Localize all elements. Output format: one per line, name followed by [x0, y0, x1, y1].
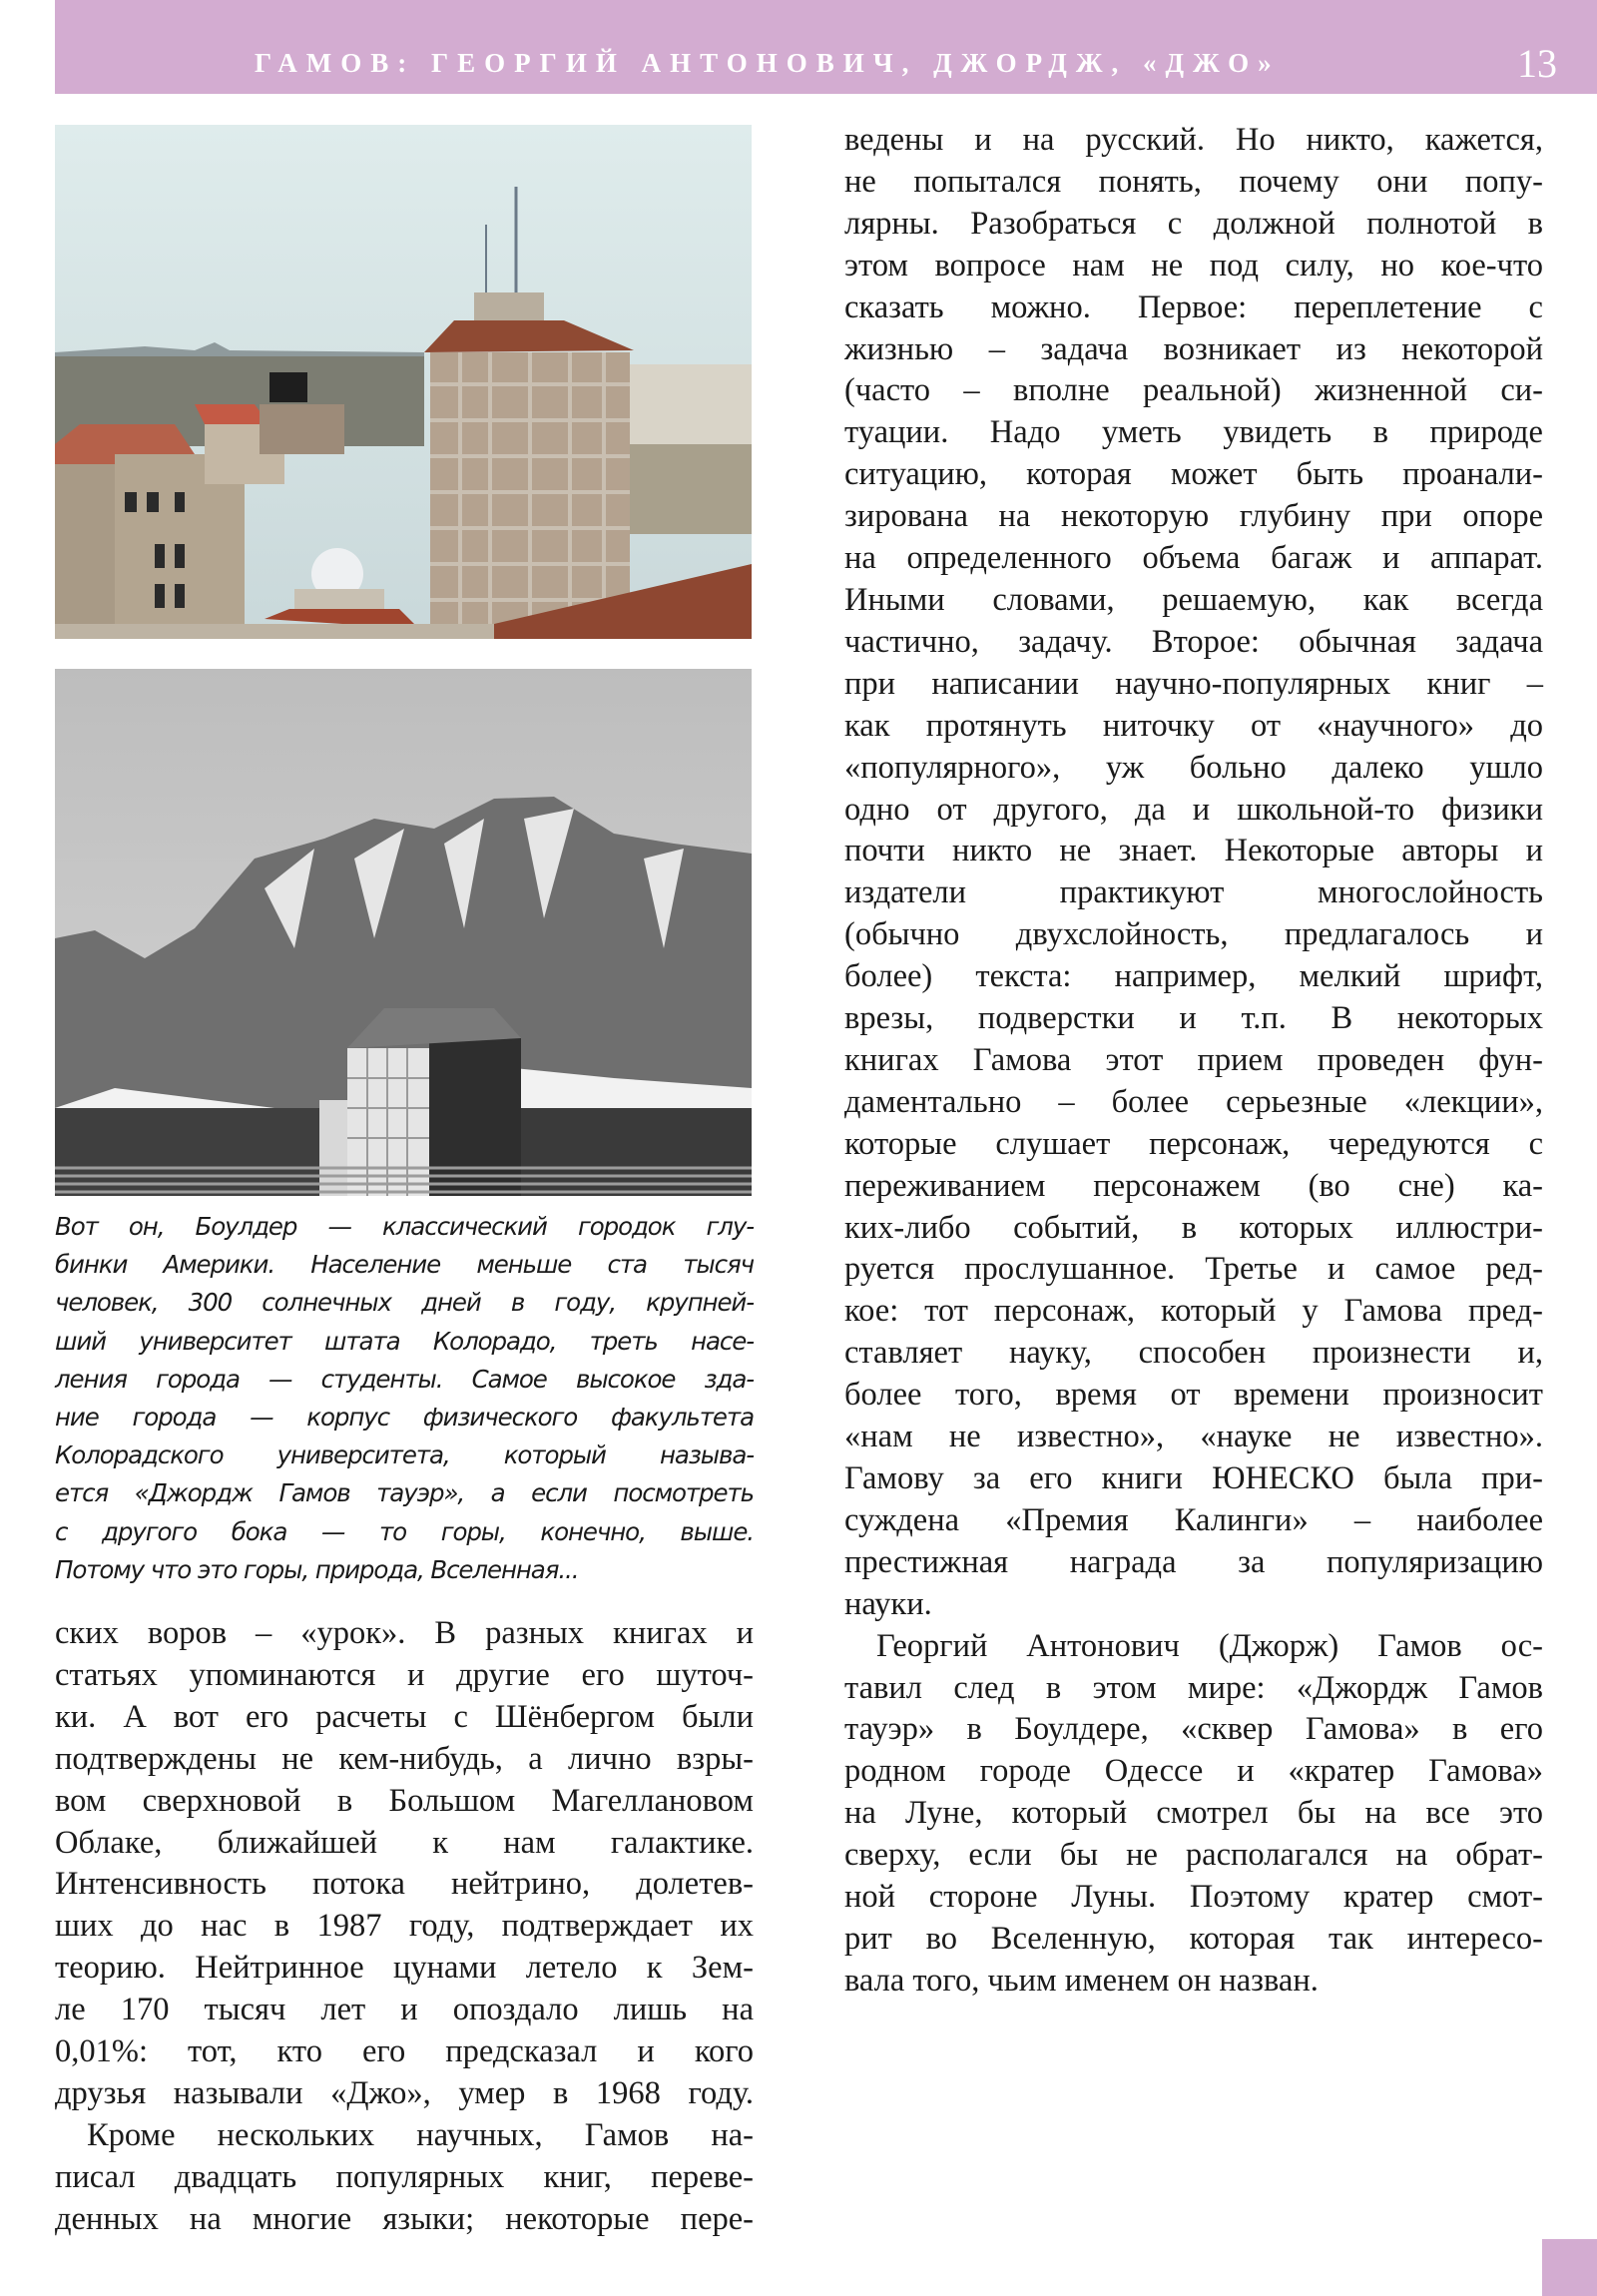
- tower-mountains-photo: [55, 669, 752, 1196]
- left-column-text: [55, 1613, 754, 2241]
- text-line: «популярного», уж больно далеко ушло: [844, 749, 1543, 786]
- caption-line: Вот он, Боулдер — классический городок глу-: [55, 1212, 754, 1241]
- tower-mountains-illustration: [55, 669, 752, 1196]
- corner-accent-block: [1542, 2239, 1597, 2296]
- text-line: подтверждены не кем-нибудь, а лично взры-: [55, 1740, 754, 1777]
- text-line: которые слушает персонаж, чередуются с: [844, 1125, 1543, 1162]
- tower-top: [474, 292, 544, 320]
- caption-line: Потому что это горы, природа, Вселенная...: [55, 1554, 579, 1584]
- brick-block: [260, 404, 344, 454]
- running-header: [55, 0, 1597, 94]
- text-line: зирована на некоторую глубину при опоре: [844, 498, 1543, 535]
- caption-line: Колорадского университета, который называ-: [55, 1440, 754, 1470]
- text-line: друзья называли «Джо», умер в 1968 году.: [55, 2074, 754, 2111]
- caption-line: человек, 300 солнечных дней в году, крупней-: [55, 1288, 754, 1318]
- text-line: суждена «Премия Калинги» – наиболее: [844, 1501, 1543, 1538]
- text-line: даментально – более серьезные «лекции»,: [844, 1083, 1543, 1120]
- text-line: (обычно двухслойность, предлагалось и: [844, 916, 1543, 953]
- text-line: сказать можно. Первое: переплетение с: [844, 288, 1543, 325]
- text-line: статьях упоминаются и другие его шуточ-: [55, 1656, 754, 1693]
- text-line: тауэр» в Боулдере, «сквер Гамова» в его: [844, 1711, 1543, 1748]
- photo-caption: [55, 1208, 754, 1589]
- caption-line: бинки Америки. Население меньше ста тысяч: [55, 1250, 754, 1280]
- text-line: кое: тот персонаж, который у Гамова пред-: [844, 1293, 1543, 1330]
- text-line: ких-либо событий, в которых иллюстри-: [844, 1209, 1543, 1246]
- text-line: Облаке, ближайшей к нам галактике.: [55, 1824, 754, 1861]
- text-line: ле 170 тысяч лет и опоздало лишь на: [55, 1992, 754, 2028]
- text-line: переживанием персонажем (во сне) ка-: [844, 1167, 1543, 1204]
- running-title: ГАМОВ: ГЕОРГИЙ АНТОНОВИЧ, ДЖОРДЖ, «ДЖО»: [255, 48, 1281, 78]
- text-line: жизнью – задача возникает из некоторой: [844, 330, 1543, 367]
- text-line: ки. А вот его расчеты с Шёнбергом были: [55, 1698, 754, 1735]
- text-line: книгах Гамова этот прием проведен фун-: [844, 1041, 1543, 1078]
- text-line: сверху, если бы не располагался на обрат-: [844, 1837, 1543, 1874]
- text-line: туации. Надо уметь увидеть в природе: [844, 414, 1543, 451]
- text-line: частично, задачу. Второе: обычная задача: [844, 623, 1543, 660]
- text-line: денных на многие языки; некоторые пере-: [55, 2200, 754, 2237]
- right-column-text: [844, 120, 1543, 2003]
- text-line: почти никто не знает. Некоторые авторы и: [844, 833, 1543, 869]
- text-line: при написании научно-популярных книг –: [844, 665, 1543, 702]
- caption-line: ший университет штата Колорадо, треть насе-: [55, 1326, 754, 1356]
- caption-line: ние города — корпус физического факультета: [55, 1403, 754, 1433]
- caption-line: с другого бока — то горы, конечно, выше.: [55, 1516, 754, 1546]
- text-line: (часто – вполне реальной) жизненной си-: [844, 372, 1543, 409]
- text-line: ставляет науку, способен произнести и,: [844, 1335, 1543, 1372]
- text-line: на определенного объема багаж и аппарат.: [844, 540, 1543, 577]
- caption-line: ется «Джордж Гамов тауэр», а если посмотреть: [55, 1478, 754, 1508]
- text-line: руется прослушанное. Третье и самое ред-: [844, 1251, 1543, 1288]
- text-line: науки.: [844, 1585, 932, 1622]
- caption-line: ления города — студенты. Самое высокое зда-: [55, 1364, 754, 1394]
- text-line: Гамову за его книги ЮНЕСКО была при-: [844, 1460, 1543, 1496]
- right-stadium: [630, 444, 752, 534]
- text-line: не попытался понять, почему они попу-: [844, 163, 1543, 200]
- text-line: более) текста: например, мелкий шрифт,: [844, 958, 1543, 995]
- text-line: вом сверхновой в Большом Магеллановом: [55, 1782, 754, 1819]
- text-line: родном городе Одессе и «кратер Гамова»: [844, 1753, 1543, 1790]
- text-line: врезы, подверстки и т.п. В некоторых: [844, 1000, 1543, 1037]
- text-line: издатели практикуют многослойность: [844, 874, 1543, 911]
- text-line: ситуацию, которая может быть проанали-: [844, 456, 1543, 493]
- paragraph-start-line: Кроме нескольких научных, Гамов на-: [87, 2116, 754, 2153]
- text-line: 0,01%: тот, кто его предсказал и кого: [55, 2033, 754, 2070]
- text-line: ной стороне Луны. Поэтому кратер смот-: [844, 1879, 1543, 1916]
- tower-shadow: [429, 1038, 521, 1196]
- text-line: одно от другого, да и школьной-то физики: [844, 791, 1543, 828]
- text-line: вала того, чьим именем он назван.: [844, 1962, 1319, 1999]
- text-line: теорию. Нейтринное цунами летело к Зем-: [55, 1950, 754, 1987]
- campus-aerial-illustration: [55, 125, 752, 639]
- text-line: ших до нас в 1987 году, подтверждает их: [55, 1908, 754, 1945]
- text-line: лярны. Разобраться с должной полнотой в: [844, 205, 1543, 242]
- campus-aerial-photo: [55, 125, 752, 639]
- text-line: тавил след в этом мире: «Джордж Гамов: [844, 1669, 1543, 1706]
- text-line: Интенсивность потока нейтрино, долетев-: [55, 1866, 754, 1903]
- text-line: Иными словами, решаемую, как всегда: [844, 581, 1543, 618]
- text-line: «нам не известно», «науке не известно».: [844, 1419, 1543, 1455]
- text-line: на Луне, который смотрел бы на все это: [844, 1795, 1543, 1832]
- tower-side: [319, 1100, 347, 1196]
- text-line: писал двадцать популярных книг, переве-: [55, 2158, 754, 2195]
- text-line: ских воров – «урок». В разных книгах и: [55, 1615, 754, 1651]
- dark-block: [269, 372, 307, 402]
- paragraph-start-line: Георгий Антонович (Джорж) Гамов ос-: [876, 1627, 1543, 1664]
- right-building: [630, 364, 752, 444]
- text-line: ведены и на русский. Но никто, кажется,: [844, 122, 1543, 158]
- text-line: этом вопросе нам не под силу, но кое-что: [844, 247, 1543, 284]
- text-line: более того, время от времени произносит: [844, 1377, 1543, 1414]
- page-number: 13: [1517, 41, 1557, 86]
- text-line: рит во Вселенную, которая так интересо-: [844, 1920, 1543, 1957]
- text-line: как протянуть ниточку от «научного» до: [844, 707, 1543, 744]
- text-line: престижная награда за популяризацию: [844, 1543, 1543, 1580]
